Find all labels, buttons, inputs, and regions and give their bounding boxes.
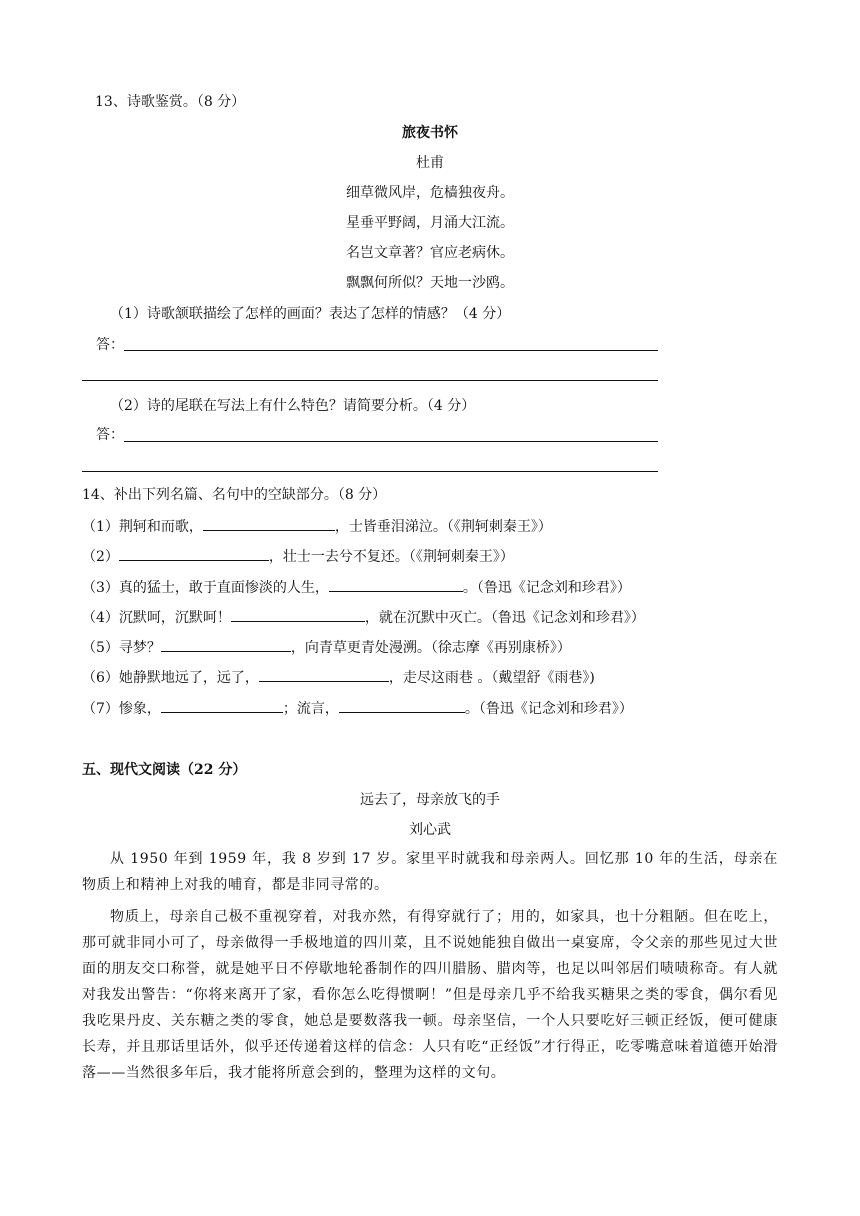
fill-item-1 [82, 515, 552, 537]
answer-label-1: 答： [96, 337, 124, 353]
fill-item-text: （4）沉默呵，沉默呵！ [82, 610, 231, 626]
fill-item-text: （6）她静默地远了，远了， [82, 670, 259, 686]
fill-item-text: ，向青草更青处漫溯。（徐志摩《再别康桥》） [290, 640, 571, 656]
q13-heading: 13、诗歌鉴赏。（8 分） [95, 94, 246, 110]
fill-item-text: ，走尽这雨巷 。（戴望舒《雨巷》) [388, 670, 595, 686]
poem-line-1: 细草微风岸，危樯独夜舟。 [346, 185, 514, 201]
fill-blank[interactable] [339, 697, 465, 713]
poem-line-3: 名岂文章著？官应老病休。 [346, 245, 514, 261]
fill-blank[interactable] [119, 545, 269, 561]
poem-line-2: 星垂平野阔，月涌大江流。 [346, 215, 514, 231]
fill-blank[interactable] [259, 666, 389, 682]
fill-blank[interactable] [203, 515, 335, 531]
fill-blank[interactable] [329, 576, 463, 592]
fill-item-text: ，士皆垂泪涕泣。（《荆轲刺秦王》） [334, 519, 552, 535]
article-author: 刘心武 [409, 822, 451, 838]
answer-line[interactable] [82, 380, 658, 381]
answer-label-2: 答： [96, 427, 124, 443]
section5-heading: 五、现代文阅读（22 分） [82, 762, 247, 778]
fill-item-text: （7）惨象， [82, 701, 161, 717]
article-paragraph-1: 从 1950 年到 1959 年，我 8 岁到 17 岁。家里平时就我和母亲两人。回忆那 10 年的生活，母亲在物质上和精神上对我的哺育，都是非同寻常的。 [82, 851, 778, 893]
fill-item-text: ，就在沉默中灭亡。（鲁迅《记念刘和珍君》） [364, 610, 645, 626]
fill-item-4 [82, 606, 645, 628]
answer-line[interactable] [82, 471, 658, 472]
fill-item-text: 。（鲁迅《记念刘和珍君》） [462, 580, 631, 596]
fill-item-7 [82, 697, 633, 719]
answer-line[interactable] [124, 350, 658, 351]
fill-item-text: （3）真的猛士，敢于直面惨淡的人生， [82, 580, 329, 596]
q14-heading: 14、补出下列名篇、名句中的空缺部分。（8 分） [82, 487, 387, 503]
fill-item-6 [82, 666, 595, 688]
fill-blank[interactable] [161, 697, 283, 713]
fill-item-5 [82, 636, 571, 658]
fill-blank[interactable] [231, 606, 365, 622]
fill-item-text: （1）荆轲和而歌， [82, 519, 203, 535]
fill-item-3 [82, 576, 631, 598]
fill-item-text: 。（鲁迅《记念刘和珍君》） [464, 701, 633, 717]
fill-item-text: ；流言， [282, 701, 339, 717]
fill-item-2 [82, 545, 514, 567]
answer-line[interactable] [124, 441, 658, 442]
fill-item-text: （2） [82, 549, 119, 565]
q13-sub2: （2）诗的尾联在写法上有什么特色？请简要分析。（4 分） [110, 398, 476, 414]
article-title: 远去了，母亲放飞的手 [360, 792, 500, 808]
poem-title: 旅夜书怀 [402, 125, 458, 141]
poem-line-4: 飘飘何所似？天地一沙鸥。 [346, 275, 514, 291]
article-paragraph-2: 物质上，母亲自己极不重视穿着，对我亦然，有得穿就行了；用的，如家具，也十分粗陋。但在吃上，那可就非同小可了，母亲做得一手极地道的四川菜，且不说她能独自做出一桌宴席，令父亲的那些见过大世面的朋友交口称誉，就是她平日不停歇地轮番制作的四川腊肠、腊肉等，也足以叫邻居们啧啧称奇。有人就对我发出警告：“你将来离开了家，看你怎么吃得惯啊！”但是母亲几乎不给我买糖果之类的零食，偶尔看见我吃果丹皮、关东糖之类的零食，她总是要数落我一顿。母亲坚信，一个人只要吃好三顿正经饭，便可健康长寿，并且那话里话外，似乎还传递着这样的信念：人只有吃“正经饭”才行得正，吃零嘴意味着道德开始滑落——当然很多年后，我才能将所意会到的，整理为这样的文句。 [82, 909, 778, 1081]
fill-blank[interactable] [161, 636, 291, 652]
fill-item-text: （5）寻梦？ [82, 640, 161, 656]
poem-author: 杜甫 [416, 155, 444, 171]
q13-sub1: （1）诗歌颔联描绘了怎样的画面？表达了怎样的情感？（4 分） [110, 306, 511, 322]
fill-item-text: ，壮士一去兮不复还。（《荆轲刺秦王》） [268, 549, 514, 565]
